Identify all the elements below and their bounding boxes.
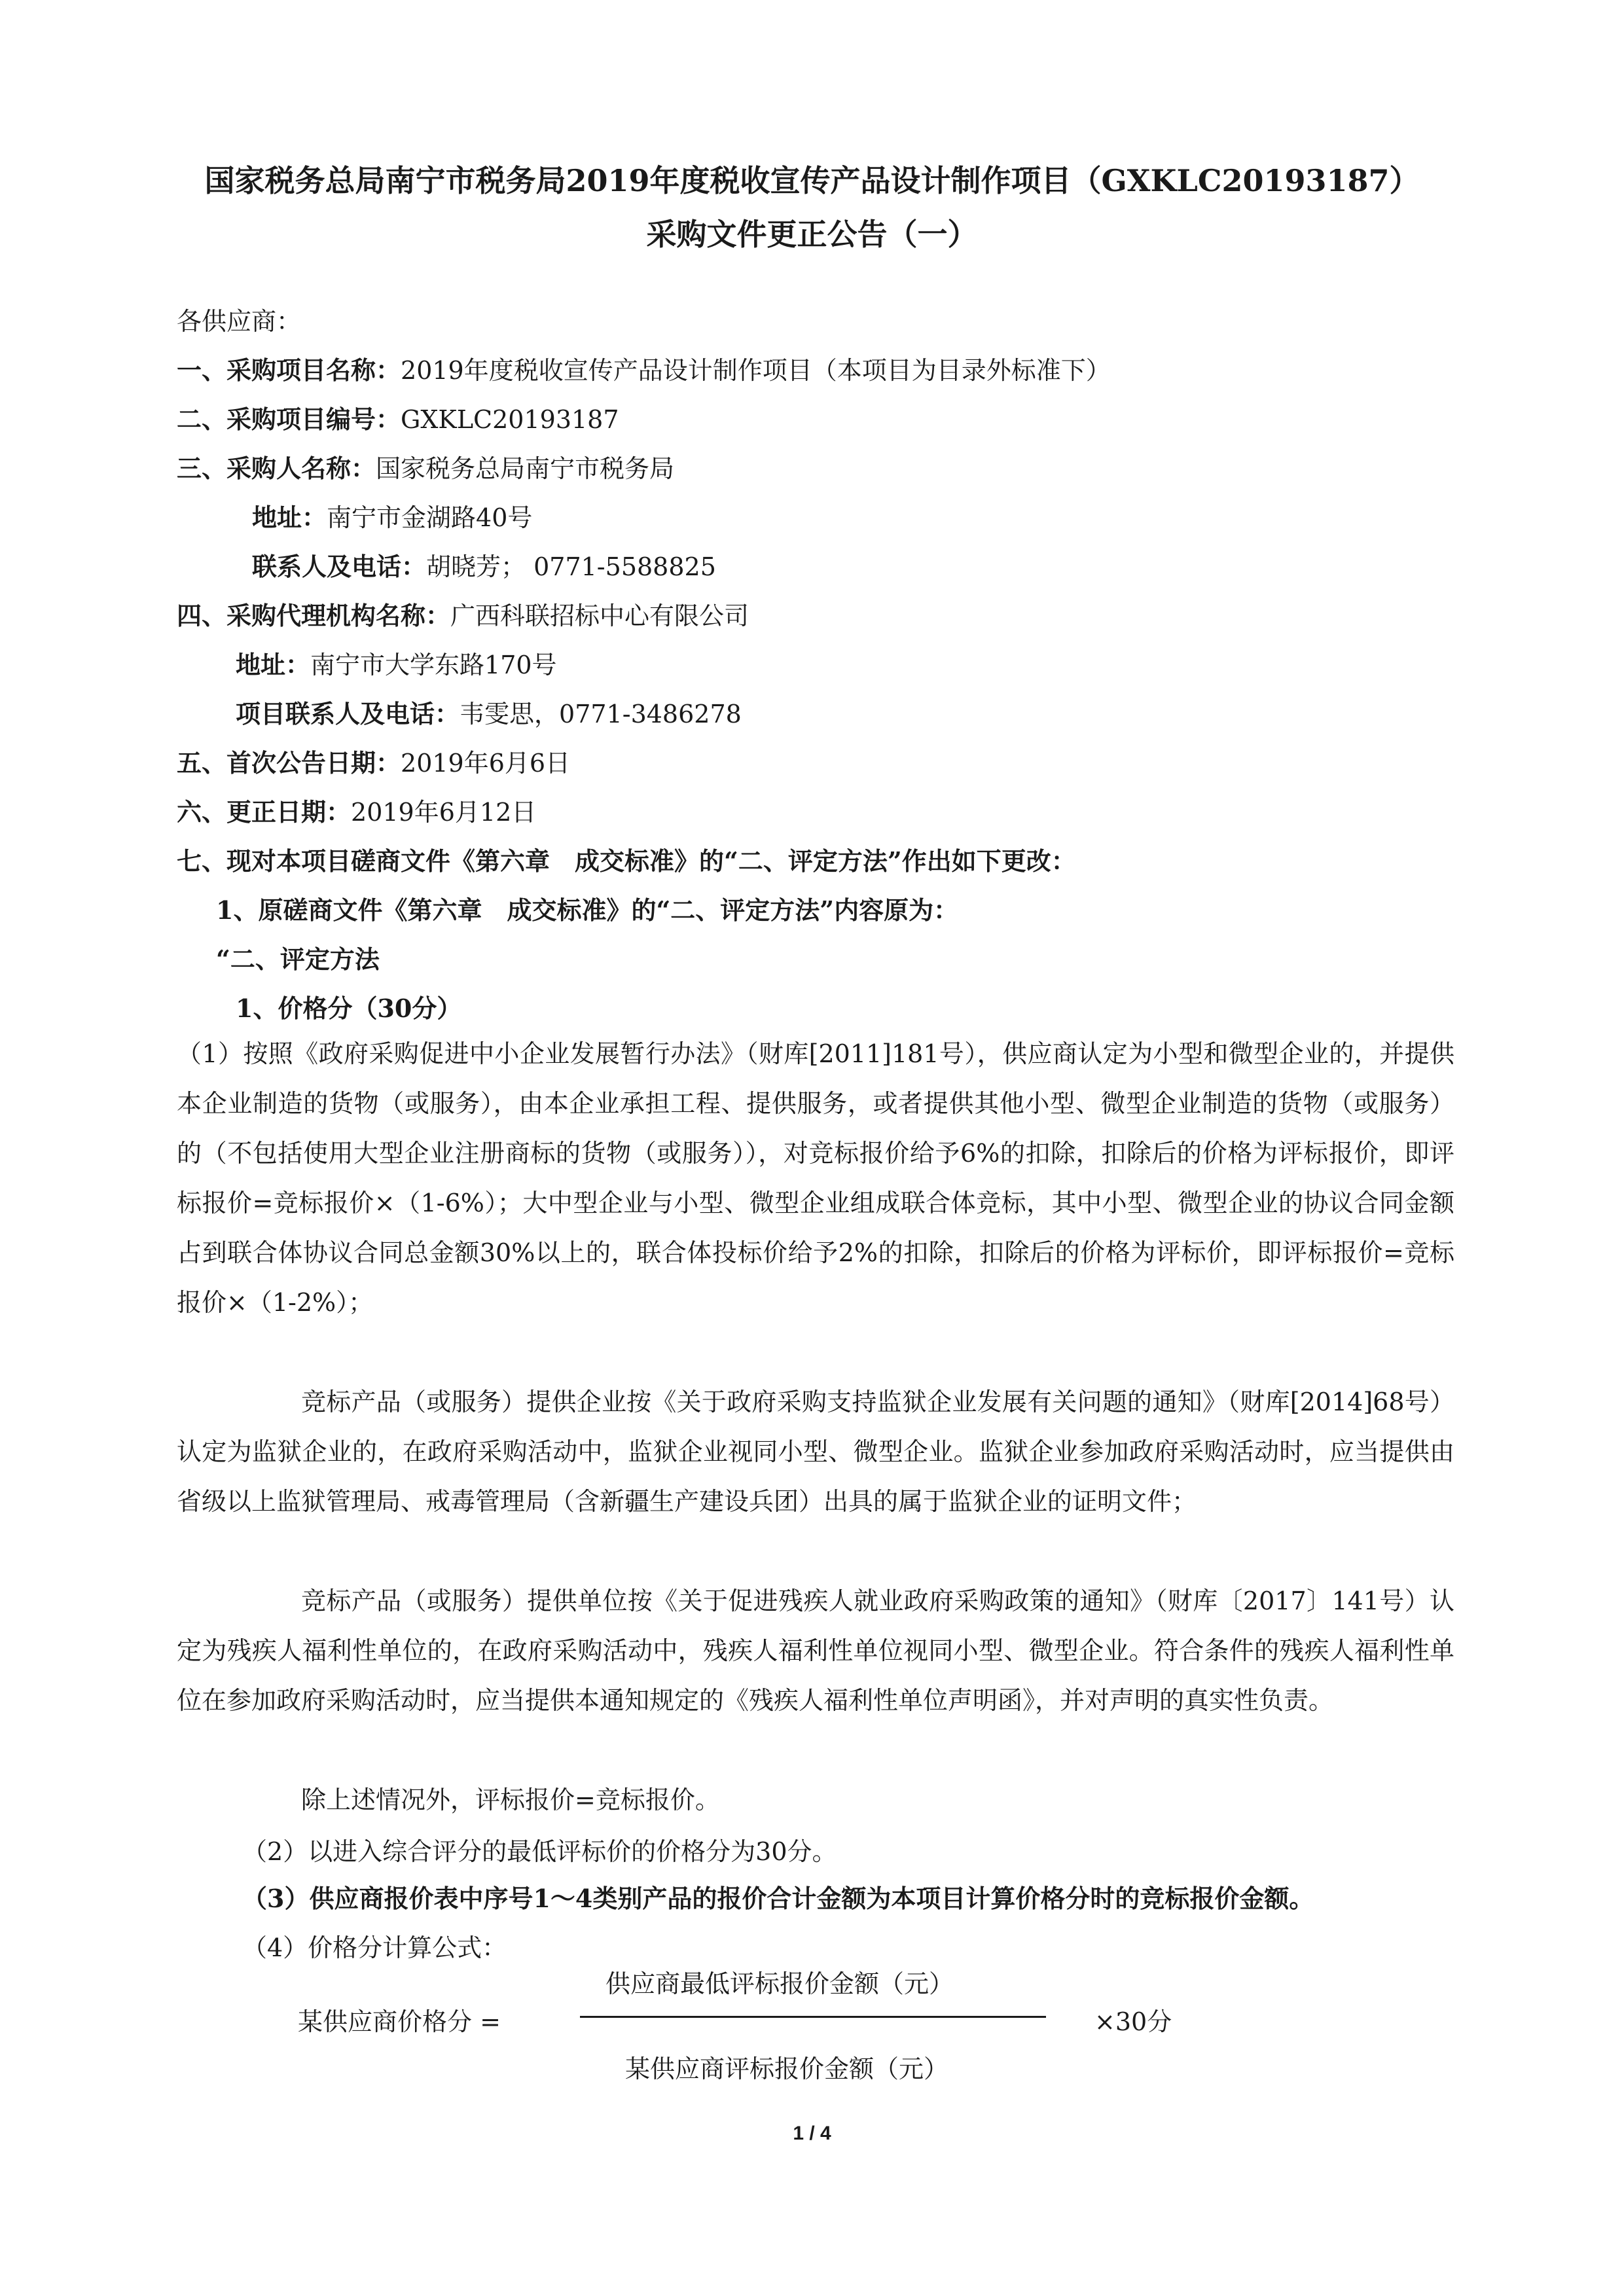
paragraph-disabled-welfare: 竞标产品（或服务）提供单位按《关于促进残疾人就业政府采购政策的通知》（财库〔2017〕141号）认定为残疾人福利性单位的，在政府采购活动中，残疾人福利性单位视同小型、微型企业。符合条件的残疾人福利性单位在参加政府采购活动时，应当提供本通知规定的《残疾人福利性单位声明函》，并对声明的真实性负责。 [177,1587,1454,1715]
item-value: 2019年6月6日 [401,749,571,778]
document-title: 国家税务总局南宁市税务局2019年度税收宣传产品设计制作项目（GXKLC20193187） [204,163,1420,198]
formula-numerator: 供应商最低评标报价金额（元） [605,1969,954,1998]
item-value: 胡晓芳； 0771-5588825 [426,552,716,581]
item-value: 广西科联招标中心有限公司 [450,601,749,630]
item-label: 联系人及电话： [252,552,427,581]
agency-contact [236,694,742,730]
item-value: 2019年6月12日 [351,798,537,827]
item-value: 2019年度税收宣传产品设计制作项目（本项目为目录外标准下） [401,356,1111,385]
evaluation-method-heading: “二、评定方法 [216,944,380,974]
item-agency-name [177,596,749,632]
item-change-statement: 七、现对本项目磋商文件《第六章 成交标准》的“二、评定方法”作出如下更改： [177,846,1076,876]
purchaser-contact [252,547,716,583]
salutation: 各供应商： [177,307,302,336]
original-content-heading: 1、原磋商文件《第六章 成交标准》的“二、评定方法”内容原为： [216,895,959,925]
item-value: 南宁市金湖路40号 [327,503,533,532]
formula-denominator: 某供应商评标报价金额（元） [625,2054,949,2083]
paragraph-lowest-price: （2）以进入综合评分的最低评标价的价格分为30分。 [242,1837,837,1866]
item-value: 韦雯思，0771-3486278 [460,700,742,728]
paragraph-formula-intro: （4）价格分计算公式： [242,1933,507,1962]
price-score-heading: 1、价格分（30分） [236,994,462,1023]
purchaser-address [252,497,532,533]
item-label: 地址： [252,503,327,532]
item-label: 三、采购人名称： [177,454,376,483]
item-label: 五、首次公告日期： [177,748,401,778]
item-correction-date [177,792,536,828]
item-label: 二、采购项目编号： [177,404,401,434]
page-number: 1 / 4 [793,2123,831,2144]
agency-address [236,645,557,681]
formula-multiplier: ×30分 [1094,2007,1172,2036]
paragraph-prison-enterprise: 竞标产品（或服务）提供企业按《关于政府采购支持监狱企业发展有关问题的通知》（财库[2014]68号）认定为监狱企业的，在政府采购活动中，监狱企业视同小型、微型企业。监狱企业参加政府采购活动时，应当提供由省级以上监狱管理局、戒毒管理局（含新疆生产建设兵团）出具的属于监狱企业的证明文件； [177,1388,1454,1516]
item-value: GXKLC20193187 [401,405,619,434]
formula-fraction-bar [580,2016,1046,2018]
item-first-announcement-date [177,743,570,779]
item-label: 地址： [236,650,311,679]
item-label: 四、采购代理机构名称： [177,601,451,630]
item-purchaser-name [177,448,674,484]
paragraph-sme-discount: （1）按照《政府采购促进中小企业发展暂行办法》（财库[2011]181号），供应商认定为小型和微型企业的，并提供本企业制造的货物（或服务），由本企业承担工程、提供服务，或者提供其他小型、微型企业制造的货物（或服务）的（不包括使用大型企业注册商标的货物（或服务）），对竞标报价给予6%的扣除，扣除后的价格为评标报价，即评标报价=竞标报价×（1-6%）；大中型企业与小型、微型企业组成联合体竞标，其中小型、微型企业的协议合同金额占到联合体协议合同总金额30%以上的，联合体投标价给予2%的扣除，扣除后的价格为评标价，即评标报价=竞标报价×（1-2%）； [177,1039,1454,1317]
paragraph-quote-total: （3）供应商报价表中序号1～4类别产品的报价合计金额为本项目计算价格分时的竞标报价金额。 [242,1884,1314,1913]
item-value: 国家税务总局南宁市税务局 [376,454,675,483]
paragraph-otherwise: 除上述情况外，评标报价=竞标报价。 [301,1785,720,1814]
formula-lhs: 某供应商价格分 = [298,2007,501,2036]
item-label: 项目联系人及电话： [236,699,460,728]
item-project-name [177,350,1111,386]
item-project-number [177,399,619,435]
item-label: 一、采购项目名称： [177,355,401,385]
item-label: 六、更正日期： [177,797,352,827]
item-value: 南宁市大学东路170号 [310,651,557,679]
document-subtitle: 采购文件更正公告（一） [646,217,978,252]
